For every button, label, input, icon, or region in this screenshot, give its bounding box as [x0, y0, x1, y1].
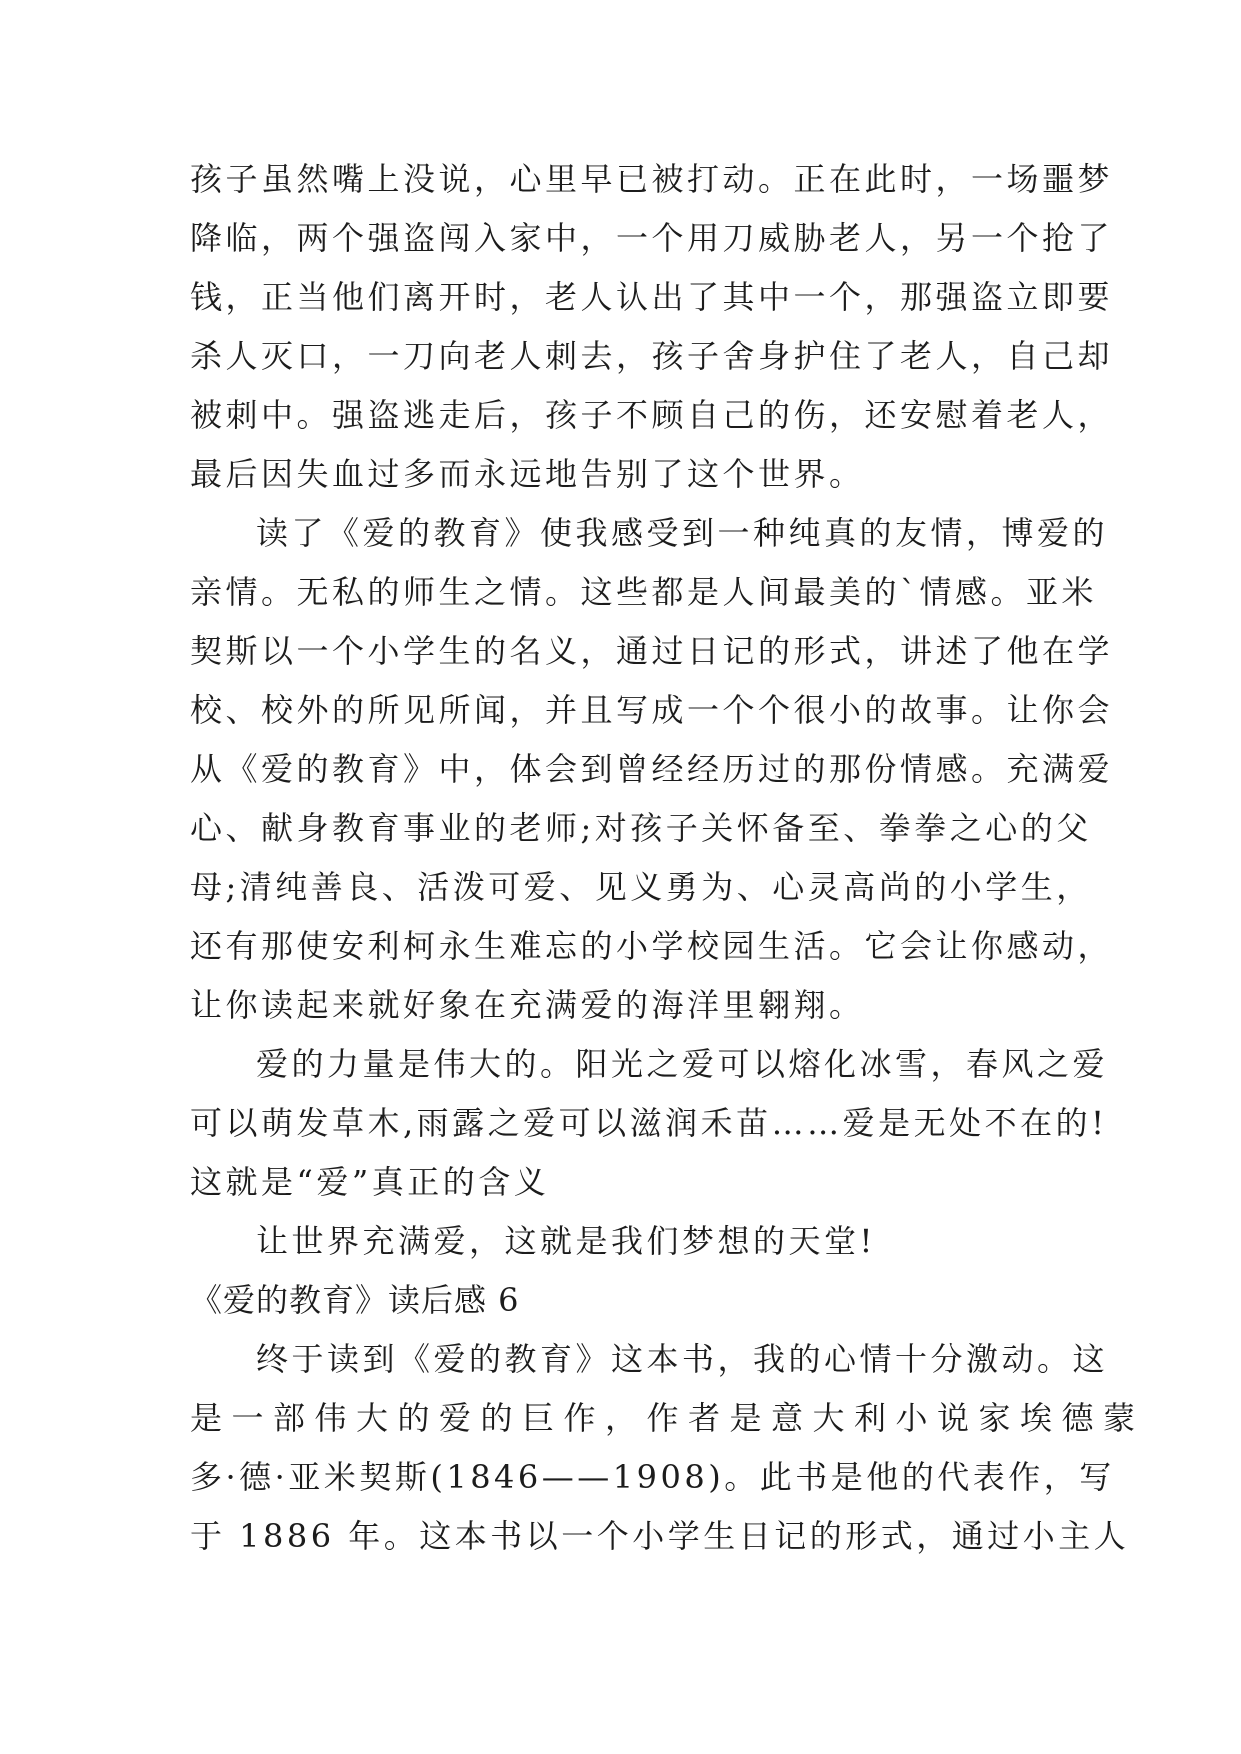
- text-line: 还有那使安利柯永生难忘的小学校园生活。它会让你感动，: [190, 927, 1114, 965]
- text-line: 降临，两个强盗闯入家中，一个用刀威胁老人，另一个抢了: [190, 219, 1114, 257]
- text-line: 亲情。无私的师生之情。这些都是人间最美的`情感。亚米: [190, 573, 1098, 611]
- section-title: 《爱的教育》读后感 6: [190, 1281, 520, 1319]
- text-line: 多·德·亚米契斯(1846——1908)。此书是他的代表作，写: [190, 1458, 1115, 1496]
- text-line: 让你读起来就好象在充满爱的海洋里翱翔。: [190, 986, 865, 1024]
- text-line: 孩子虽然嘴上没说，心里早已被打动。正在此时，一场噩梦: [190, 160, 1114, 198]
- paragraph-3: [190, 1035, 1109, 1212]
- text-line: 从《爱的教育》中，体会到曾经经历过的那份情感。充满爱: [190, 750, 1114, 788]
- text-line: 爱的力量是伟大的。阳光之爱可以熔化冰雪，春风之爱: [256, 1045, 1109, 1083]
- text-line: 读了《爱的教育》使我感受到一种纯真的友情，博爱的: [256, 514, 1109, 552]
- text-line: 让世界充满爱，这就是我们梦想的天堂!: [256, 1222, 876, 1260]
- paragraph-1: [190, 150, 1114, 504]
- text-line: 被刺中。强盗逃走后，孩子不顾自己的伤，还安慰着老人，: [190, 396, 1114, 434]
- text-line: 契斯以一个小学生的名义，通过日记的形式，讲述了他在学: [190, 632, 1114, 670]
- text-line: 最后因失血过多而永远地告别了这个世界。: [190, 455, 865, 493]
- text-line: 钱，正当他们离开时，老人认出了其中一个，那强盗立即要: [190, 278, 1114, 316]
- text-line: 可以萌发草木,雨露之爱可以滋润禾苗……爱是无处不在的!: [190, 1104, 1108, 1142]
- text-line: 母;清纯善良、活泼可爱、见义勇为、心灵高尚的小学生，: [190, 868, 1092, 906]
- text-line: 这就是“爱”真正的含义: [190, 1163, 550, 1201]
- text-line: 终于读到《爱的教育》这本书，我的心情十分激动。这: [256, 1340, 1109, 1378]
- text-line: 于 1886 年。这本书以一个小学生日记的形式，通过小主人: [190, 1517, 1130, 1555]
- text-line: 校、校外的所见所闻，并且写成一个个很小的故事。让你会: [190, 691, 1114, 729]
- document-page: [190, 150, 1145, 1566]
- text-line: 是一部伟大的爱的巨作，作者是意大利小说家埃德蒙: [190, 1399, 1145, 1437]
- paragraph-4: [190, 1212, 1054, 1271]
- text-line: 心、献身教育事业的老师;对孩子关怀备至、拳拳之心的父: [190, 809, 1092, 847]
- text-line: 杀人灭口，一刀向老人刺去，孩子舍身护住了老人，自己却: [190, 337, 1114, 375]
- paragraph-2: [190, 504, 1114, 1035]
- section-paragraph: [190, 1330, 1145, 1566]
